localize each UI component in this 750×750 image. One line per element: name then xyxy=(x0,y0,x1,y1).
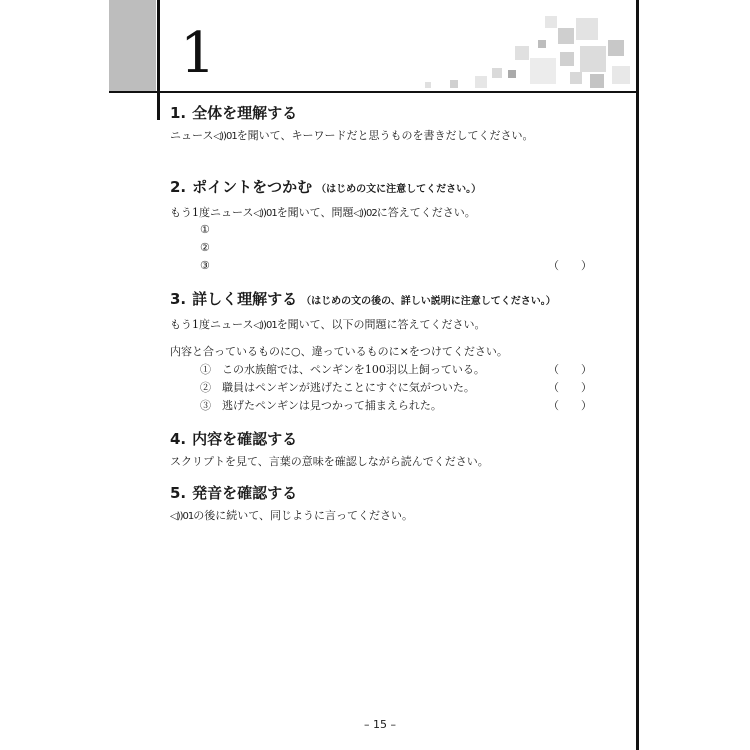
answer-blank: （ ） xyxy=(548,399,592,412)
section-number: 3. xyxy=(170,290,187,308)
statement-item: ② 職員はペンギンが逃げたことにすぐに気がついた。 xyxy=(200,381,475,394)
chapter-tab xyxy=(109,0,156,91)
answer-blank: （ ） xyxy=(548,381,592,394)
answer-item: ③ xyxy=(200,259,210,272)
answer-item: ② xyxy=(200,241,210,254)
instruction-part: を聞いて、キーワードだと思うものを書きだしてください。 xyxy=(236,129,534,142)
section-number: 2. xyxy=(170,178,187,196)
section-title xyxy=(170,430,489,448)
instruction-part: もう1度ニュース xyxy=(170,206,254,219)
chapter-number: 1 xyxy=(180,21,216,86)
section-number: 1. xyxy=(170,104,187,122)
section-1 xyxy=(170,104,533,145)
speaker-icon: ◁)) xyxy=(253,208,266,219)
audio-track-label: 02 xyxy=(365,208,377,219)
instruction-part: を聞いて、問題 xyxy=(276,206,354,219)
section-number: 4. xyxy=(170,430,187,448)
instruction-text: スクリプトを見て、言葉の意味を確認しながら読んでください。 xyxy=(170,455,489,468)
audio-track-label: 01 xyxy=(265,320,277,331)
instruction-text xyxy=(170,205,481,222)
instruction-part: に答えてください。 xyxy=(376,206,476,219)
answer-blank: （ ） xyxy=(548,363,592,376)
speaker-icon: ◁)) xyxy=(253,320,266,331)
instruction-part: の後に続いて、同じように言ってください。 xyxy=(193,509,414,522)
section-note: （はじめの文に注意してください。） xyxy=(316,184,482,195)
speaker-icon: ◁)) xyxy=(353,208,366,219)
audio-track-label: 01 xyxy=(182,511,194,522)
decorative-squares xyxy=(420,10,635,90)
divider-vertical-right xyxy=(636,0,639,750)
speaker-icon: ◁)) xyxy=(213,131,226,142)
section-title xyxy=(170,290,556,311)
answer-blank: （ ） xyxy=(548,259,592,272)
page-number: – 15 – xyxy=(364,718,396,731)
section-heading: ポイントをつかむ xyxy=(192,178,313,196)
section-4 xyxy=(170,430,489,470)
section-heading: 発音を確認する xyxy=(192,484,298,502)
section-title xyxy=(170,178,481,199)
section-heading: 内容を確認する xyxy=(192,430,298,448)
instruction-part: を聞いて、以下の問題に答えてください。 xyxy=(276,318,486,331)
instruction-part: ニュース xyxy=(170,129,214,142)
speaker-icon: ◁)) xyxy=(170,511,183,522)
instruction-part: もう1度ニュース xyxy=(170,318,254,331)
section-5 xyxy=(170,484,413,525)
instruction-text xyxy=(170,317,556,334)
section-heading: 全体を理解する xyxy=(192,104,298,122)
divider-horizontal xyxy=(109,91,639,93)
instruction-text xyxy=(170,508,413,525)
audio-track-label: 01 xyxy=(265,208,277,219)
divider-vertical-left xyxy=(157,0,160,120)
section-2 xyxy=(170,178,481,222)
audio-track-label: 01 xyxy=(225,131,237,142)
statement-item: ① この水族館では、ペンギンを100羽以上飼っている。 xyxy=(200,363,485,376)
section-title xyxy=(170,484,413,502)
answer-item: ① xyxy=(200,223,210,236)
section-3 xyxy=(170,290,556,360)
statement-item: ③ 逃げたペンギンは見つかって捕まえられた。 xyxy=(200,399,442,412)
instruction-text: 内容と合っているものに○、違っているものに×をつけてください。 xyxy=(170,345,508,358)
instruction-text xyxy=(170,128,533,145)
section-heading: 詳しく理解する xyxy=(192,290,298,308)
section-number: 5. xyxy=(170,484,187,502)
section-title xyxy=(170,104,533,122)
section-note: （はじめの文の後の、詳しい説明に注意してください。） xyxy=(301,296,556,307)
